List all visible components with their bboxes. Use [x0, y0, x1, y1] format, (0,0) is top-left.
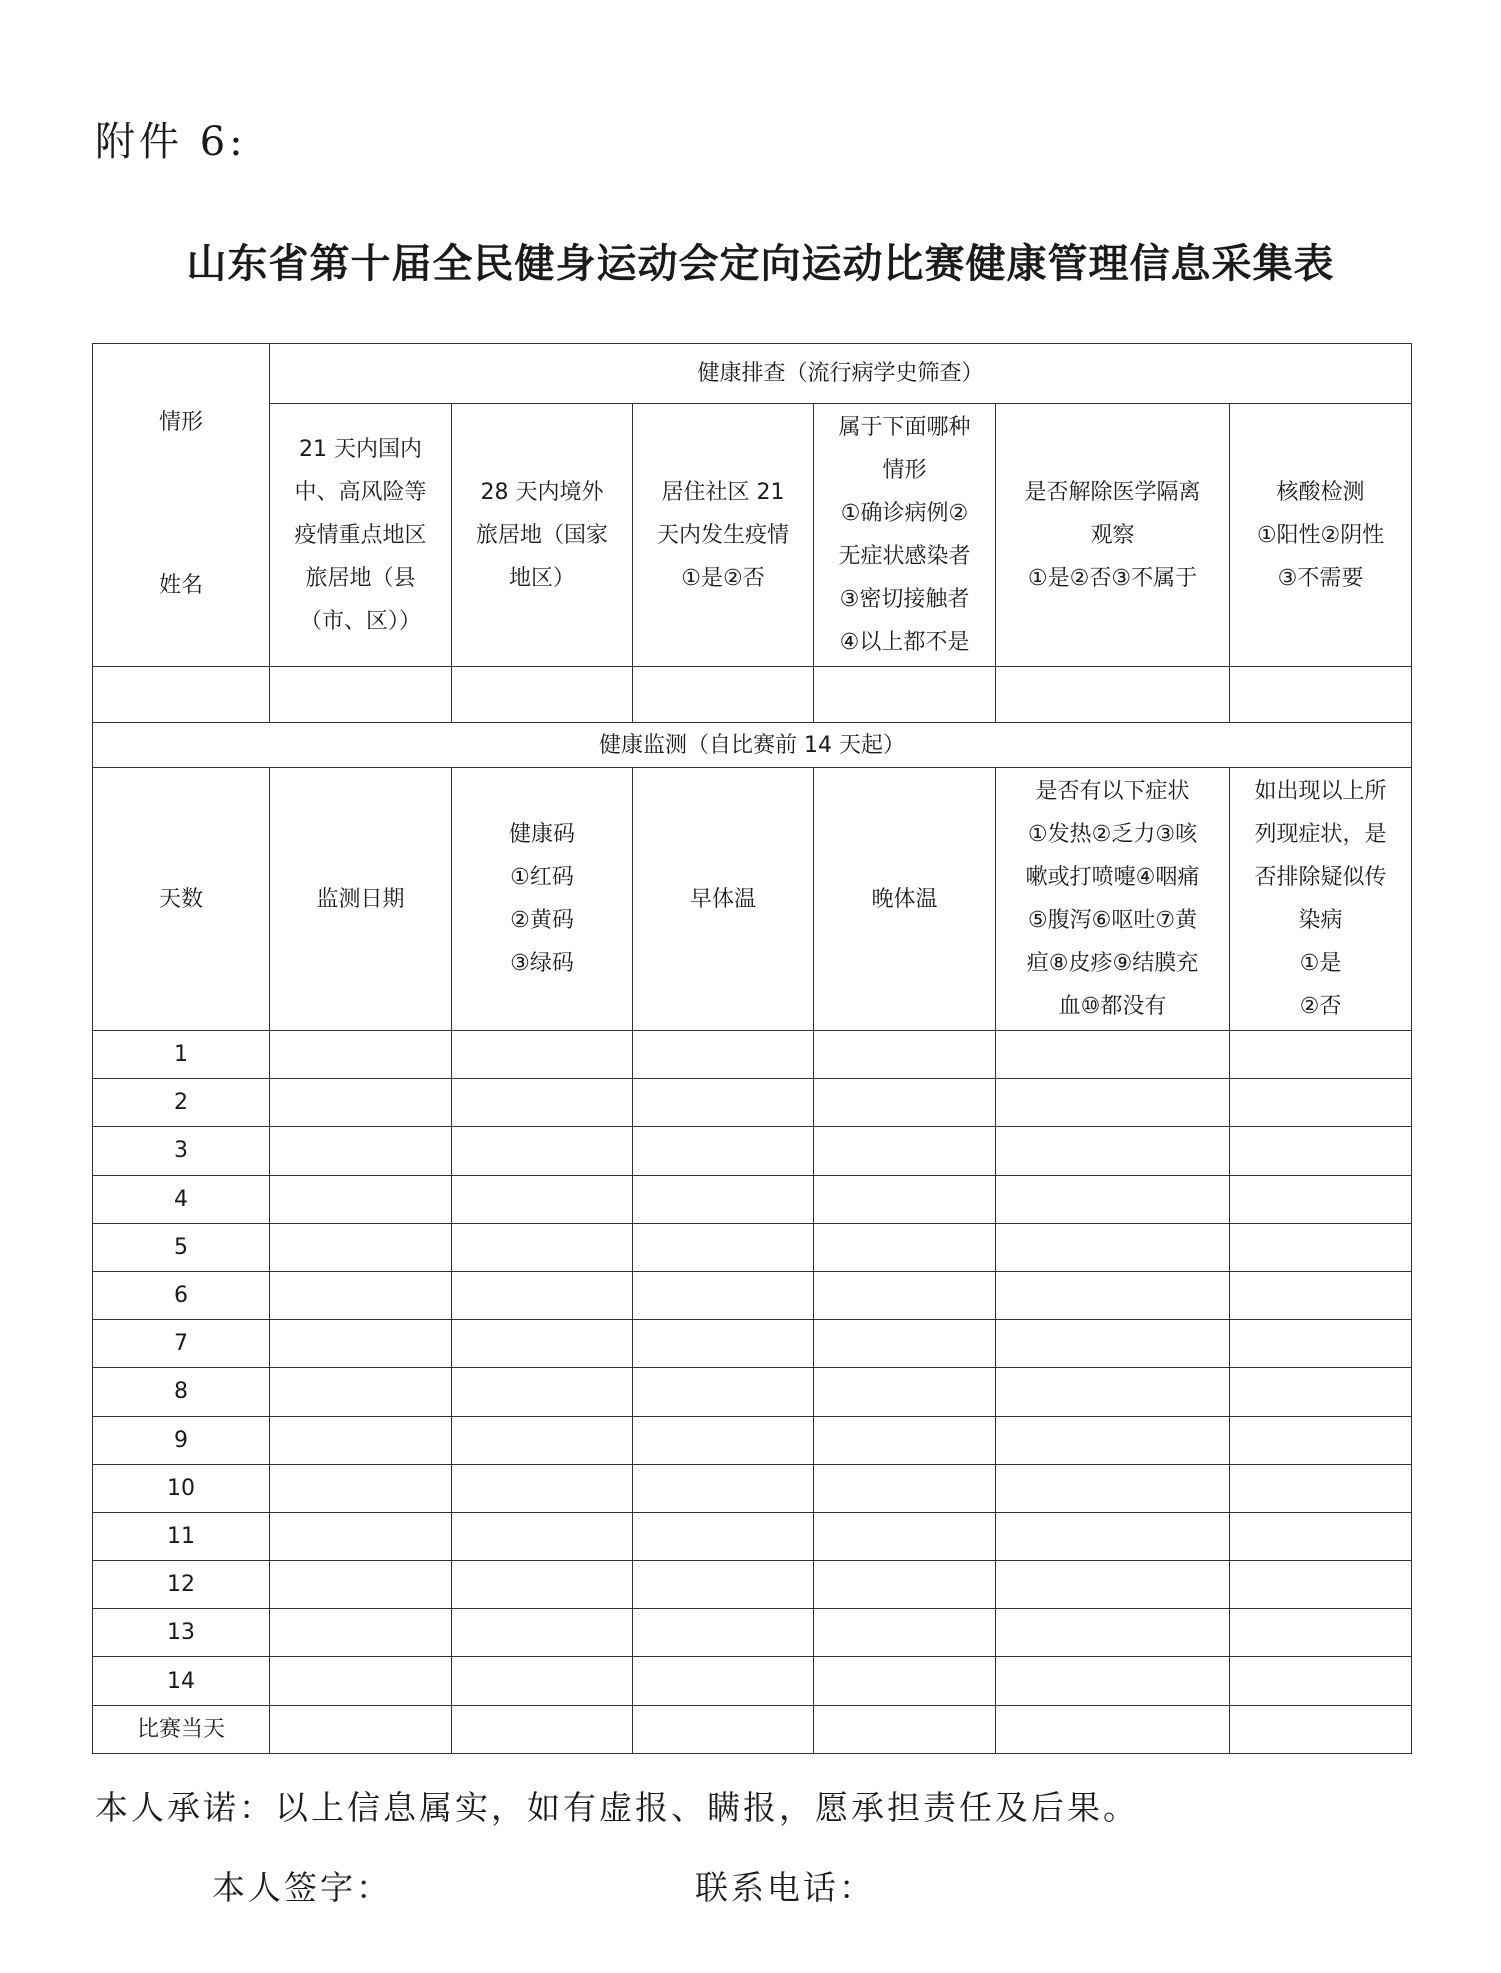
date-input-cell[interactable]	[270, 1320, 452, 1368]
table-row	[93, 1561, 1412, 1609]
day-label: 4	[93, 1175, 270, 1223]
exclude-infection-input-cell[interactable]	[1230, 1079, 1412, 1127]
health-code-input-cell[interactable]	[452, 1416, 633, 1464]
monitor-col-day: 天数	[93, 768, 270, 1031]
community-outbreak-input-cell[interactable]	[633, 667, 814, 723]
evening-temp-input-cell[interactable]	[814, 1705, 996, 1753]
nucleic-test-input-cell[interactable]	[1230, 667, 1412, 723]
screening-col-overseas-travel: 28 天内境外 旅居地（国家 地区）	[452, 404, 633, 667]
pledge-statement: 本人承诺：以上信息属实，如有虚报、瞒报，愿承担责任及后果。	[95, 1788, 1139, 1827]
table-row	[93, 1127, 1412, 1175]
corner-top-label: 情形	[158, 410, 203, 435]
screening-col-domestic-risk: 21 天内国内 中、高风险等 疫情重点地区 旅居地（县 （市、区））	[270, 404, 452, 667]
symptoms-input-cell[interactable]	[996, 1368, 1230, 1416]
morning-temp-input-cell[interactable]	[633, 1512, 814, 1560]
date-input-cell[interactable]	[270, 1223, 452, 1271]
morning-temp-input-cell[interactable]	[633, 1561, 814, 1609]
health-code-input-cell[interactable]	[452, 1464, 633, 1512]
symptoms-input-cell[interactable]	[996, 1657, 1230, 1705]
morning-temp-input-cell[interactable]	[633, 1416, 814, 1464]
evening-temp-input-cell[interactable]	[814, 1657, 996, 1705]
quarantine-release-input-cell[interactable]	[996, 667, 1230, 723]
health-code-input-cell[interactable]	[452, 1368, 633, 1416]
morning-temp-input-cell[interactable]	[633, 1368, 814, 1416]
date-input-cell[interactable]	[270, 1657, 452, 1705]
day-label: 2	[93, 1079, 270, 1127]
screening-col-quarantine-release: 是否解除医学隔离 观察 ①是②否③不属于	[996, 404, 1230, 667]
morning-temp-input-cell[interactable]	[633, 1657, 814, 1705]
date-input-cell[interactable]	[270, 1705, 452, 1753]
screening-col-nucleic-test: 核酸检测 ①阳性②阴性 ③不需要	[1230, 404, 1412, 667]
domestic-risk-input-cell[interactable]	[270, 667, 452, 723]
symptoms-input-cell[interactable]	[996, 1705, 1230, 1753]
exclude-infection-input-cell[interactable]	[1230, 1464, 1412, 1512]
health-code-input-cell[interactable]	[452, 1079, 633, 1127]
morning-temp-input-cell[interactable]	[633, 1127, 814, 1175]
day-label: 7	[93, 1320, 270, 1368]
health-code-input-cell[interactable]	[452, 1657, 633, 1705]
day-label: 13	[93, 1609, 270, 1657]
morning-temp-input-cell[interactable]	[633, 1609, 814, 1657]
monitor-col-evening-temp: 晚体温	[814, 768, 996, 1031]
symptoms-input-cell[interactable]	[996, 1609, 1230, 1657]
day-label: 9	[93, 1416, 270, 1464]
evening-temp-input-cell[interactable]	[814, 1175, 996, 1223]
health-code-input-cell[interactable]	[452, 1223, 633, 1271]
health-code-input-cell[interactable]	[452, 1031, 633, 1079]
symptoms-input-cell[interactable]	[996, 1031, 1230, 1079]
table-row	[93, 1271, 1412, 1319]
morning-temp-input-cell[interactable]	[633, 1271, 814, 1319]
day-label: 3	[93, 1127, 270, 1175]
exclude-infection-input-cell[interactable]	[1230, 1705, 1412, 1753]
table-row	[93, 1320, 1412, 1368]
monitoring-section-title: 健康监测（自比赛前 14 天起）	[93, 723, 1412, 768]
evening-temp-input-cell[interactable]	[814, 1609, 996, 1657]
morning-temp-input-cell[interactable]	[633, 1031, 814, 1079]
date-input-cell[interactable]	[270, 1127, 452, 1175]
symptoms-input-cell[interactable]	[996, 1079, 1230, 1127]
date-input-cell[interactable]	[270, 1031, 452, 1079]
evening-temp-input-cell[interactable]	[814, 1368, 996, 1416]
corner-header-cell	[93, 344, 270, 667]
symptoms-input-cell[interactable]	[996, 1561, 1230, 1609]
date-input-cell[interactable]	[270, 1512, 452, 1560]
attachment-label: 附件 6:	[95, 119, 247, 165]
monitor-col-date: 监测日期	[270, 768, 452, 1031]
exclude-infection-input-cell[interactable]	[1230, 1175, 1412, 1223]
morning-temp-input-cell[interactable]	[633, 1464, 814, 1512]
table-row	[93, 1512, 1412, 1560]
morning-temp-input-cell[interactable]	[633, 1320, 814, 1368]
morning-temp-input-cell[interactable]	[633, 1175, 814, 1223]
symptoms-input-cell[interactable]	[996, 1512, 1230, 1560]
health-code-input-cell[interactable]	[452, 1271, 633, 1319]
table-row	[93, 1416, 1412, 1464]
symptoms-input-cell[interactable]	[996, 1416, 1230, 1464]
evening-temp-input-cell[interactable]	[814, 1079, 996, 1127]
table-row	[93, 1368, 1412, 1416]
date-input-cell[interactable]	[270, 1561, 452, 1609]
symptoms-input-cell[interactable]	[996, 1271, 1230, 1319]
morning-temp-input-cell[interactable]	[633, 1223, 814, 1271]
date-input-cell[interactable]	[270, 1609, 452, 1657]
date-input-cell[interactable]	[270, 1416, 452, 1464]
health-info-table	[92, 343, 1412, 1754]
health-code-input-cell[interactable]	[452, 1609, 633, 1657]
table-row	[93, 1609, 1412, 1657]
monitor-col-morning-temp: 早体温	[633, 768, 814, 1031]
exclude-infection-input-cell[interactable]	[1230, 1127, 1412, 1175]
date-input-cell[interactable]	[270, 1464, 452, 1512]
monitor-col-symptoms: 是否有以下症状 ①发热②乏力③咳 嗽或打喷嚏④咽痛 ⑤腹泻⑥呕吐⑦黄 疸⑧皮疹⑨结膜充 血⑩都没有	[996, 768, 1230, 1031]
table-row	[93, 1079, 1412, 1127]
screening-col-community-outbreak: 居住社区 21 天内发生疫情 ①是②否	[633, 404, 814, 667]
exclude-infection-input-cell[interactable]	[1230, 1609, 1412, 1657]
corner-bottom-label: 姓名	[158, 573, 203, 598]
evening-temp-input-cell[interactable]	[814, 1512, 996, 1560]
symptoms-input-cell[interactable]	[996, 1175, 1230, 1223]
exclude-infection-input-cell[interactable]	[1230, 1271, 1412, 1319]
evening-temp-input-cell[interactable]	[814, 1127, 996, 1175]
evening-temp-input-cell[interactable]	[814, 1223, 996, 1271]
signature-label: 本人签字：	[212, 1868, 392, 1907]
day-label: 14	[93, 1657, 270, 1705]
case-type-input-cell[interactable]	[814, 667, 996, 723]
date-input-cell[interactable]	[270, 1368, 452, 1416]
symptoms-input-cell[interactable]	[996, 1320, 1230, 1368]
health-code-input-cell[interactable]	[452, 1320, 633, 1368]
date-input-cell[interactable]	[270, 1271, 452, 1319]
symptoms-input-cell[interactable]	[996, 1127, 1230, 1175]
monitor-col-exclude-infection: 如出现以上所 列现症状，是 否排除疑似传 染病 ①是 ②否	[1230, 768, 1412, 1031]
health-code-input-cell[interactable]	[452, 1175, 633, 1223]
table-row	[93, 1705, 1412, 1753]
screening-col-case-type: 属于下面哪种 情形 ①确诊病例② 无症状感染者 ③密切接触者 ④以上都不是	[814, 404, 996, 667]
exclude-infection-input-cell[interactable]	[1230, 1320, 1412, 1368]
day-label: 8	[93, 1368, 270, 1416]
evening-temp-input-cell[interactable]	[814, 1031, 996, 1079]
table-row	[93, 1175, 1412, 1223]
symptoms-input-cell[interactable]	[996, 1464, 1230, 1512]
health-code-input-cell[interactable]	[452, 1705, 633, 1753]
day-label: 11	[93, 1512, 270, 1560]
symptoms-input-cell[interactable]	[996, 1223, 1230, 1271]
evening-temp-input-cell[interactable]	[814, 1464, 996, 1512]
evening-temp-input-cell[interactable]	[814, 1561, 996, 1609]
morning-temp-input-cell[interactable]	[633, 1705, 814, 1753]
health-code-input-cell[interactable]	[452, 1561, 633, 1609]
day-label: 10	[93, 1464, 270, 1512]
monitor-col-health-code: 健康码 ①红码 ②黄码 ③绿码	[452, 768, 633, 1031]
health-code-input-cell[interactable]	[452, 1127, 633, 1175]
table-row	[93, 1657, 1412, 1705]
date-input-cell[interactable]	[270, 1175, 452, 1223]
phone-label: 联系电话：	[695, 1868, 875, 1907]
date-input-cell[interactable]	[270, 1079, 452, 1127]
exclude-infection-input-cell[interactable]	[1230, 1561, 1412, 1609]
day-label: 比赛当天	[93, 1705, 270, 1753]
evening-temp-input-cell[interactable]	[814, 1416, 996, 1464]
exclude-infection-input-cell[interactable]	[1230, 1512, 1412, 1560]
name-input-cell[interactable]	[93, 667, 270, 723]
table-row	[93, 1223, 1412, 1271]
form-title: 山东省第十届全民健身运动会定向运动比赛健康管理信息采集表	[186, 241, 1335, 287]
day-label: 1	[93, 1031, 270, 1079]
exclude-infection-input-cell[interactable]	[1230, 1657, 1412, 1705]
exclude-infection-input-cell[interactable]	[1230, 1031, 1412, 1079]
day-label: 6	[93, 1271, 270, 1319]
exclude-infection-input-cell[interactable]	[1230, 1223, 1412, 1271]
overseas-travel-input-cell[interactable]	[452, 667, 633, 723]
evening-temp-input-cell[interactable]	[814, 1320, 996, 1368]
exclude-infection-input-cell[interactable]	[1230, 1416, 1412, 1464]
morning-temp-input-cell[interactable]	[633, 1079, 814, 1127]
exclude-infection-input-cell[interactable]	[1230, 1368, 1412, 1416]
table-row	[93, 1464, 1412, 1512]
table-row	[93, 1031, 1412, 1079]
day-label: 12	[93, 1561, 270, 1609]
evening-temp-input-cell[interactable]	[814, 1271, 996, 1319]
day-label: 5	[93, 1223, 270, 1271]
screening-section-title: 健康排查（流行病学史筛查）	[270, 344, 1412, 404]
health-code-input-cell[interactable]	[452, 1512, 633, 1560]
